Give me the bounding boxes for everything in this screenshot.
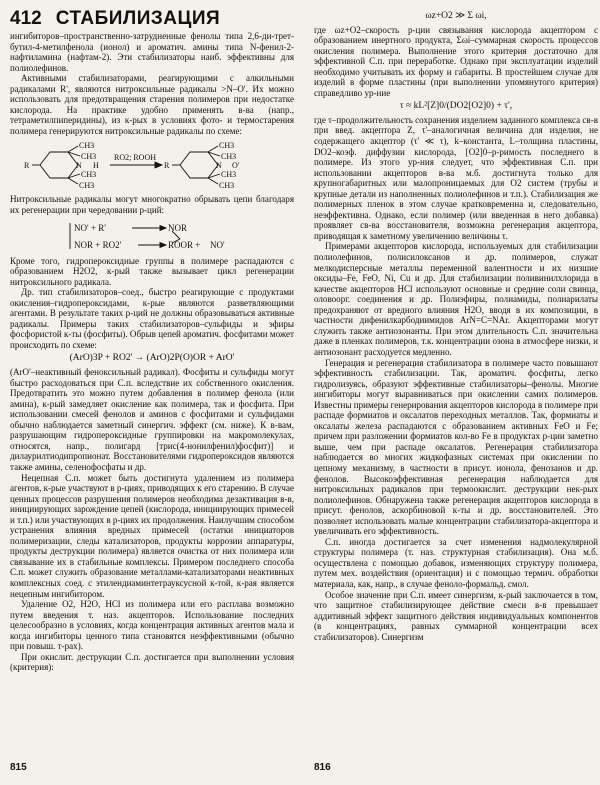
cycle-term: ROOR + xyxy=(168,239,201,250)
chemical-structure-diagram xyxy=(10,140,294,190)
atom-label: CH3 xyxy=(79,141,95,151)
atom-label: CH3 xyxy=(221,152,237,162)
atom-label: CH3 xyxy=(219,141,235,151)
criterion-formula: ωz+O2 ≫ Σ ωi, xyxy=(425,11,487,21)
atom-label: CH3 xyxy=(219,181,235,191)
right-column xyxy=(314,8,598,757)
lifetime-formula: τ ≈ kL²[Z]0/(DO2[O2]0) + τ', xyxy=(399,101,513,112)
atom-label: CH3 xyxy=(221,170,237,180)
paragraph: (ArO'–неактивный феноксильный радикал). Фосфиты и сульфиды могут быстро расходоваться при С.п. вследствие их собственного окисления. Предотвратить это можно путем добавления в полимер фенола (или амина), к-рый замедляет окисление как полимера, так и фосфита. При использовании смесей фенолов и аминов с фосфитами и сульфидами обычно наблюдается заметный синергич. эффект (см. ниже). К в-вам, разрушающим гидропероксидные группировки на макромолекулах, относятся, напр., полигард [трис(4-нонилфенил)фосфит)] и дилаурилтиодипропионат. Восстановителями гидропероксидов являются также амины, селенофосфаты и др. xyxy=(10,367,294,472)
cycle-term: NO' xyxy=(210,239,225,250)
atom-label: R xyxy=(24,161,30,171)
atom-label: O' xyxy=(232,161,240,171)
paragraph: Особое значение при С.п. имеет синергизм, к-рый заключается в том, что защитное стабилизирующее действие смеси в-в превышает аддитивный эффект защитного действия индивидуальных компонентов (в концентрациях, равных суммарной концентрации всех стабилизаторов). Синергизм xyxy=(314,589,598,642)
paragraph: Активными стабилизаторами, реагирующими с алкильными радикалами R', являются нитроксильные радикалы >N–O'. Их можно использовать для предотвращения старения полимеров при недостатке кислорода. На практике удобно применять в-ва (напр., тетраметилпиперидины), из к-рых в условиях фото- и термостарения полимера генерируются нитроксильные радикалы по схеме: xyxy=(10,73,294,136)
paragraph: При окислит. деструкции С.п. достигается при выполнении условия (критерия): xyxy=(10,651,294,673)
paragraph: С.п. иногда достигается за счет изменения надмолекулярной структуры полимера (т. наз. структурная стабилизация). Она м.б. осуществлена с помощью добавок, изменяющих структуру полимера, путем мех. воздействия (ориентация) и с помощью термич. обработки материала, как, напр., в случае феноло-формальд. смол. xyxy=(314,536,598,589)
paragraph: где ωz+O2–скорость р-ции связывания кислорода акцептором с образованием инертного продукта, Σωi–суммарная скорость процессов окисления полимера. Выполнение этого критерия достаточно для эффективной С.п. при переработке. Однако при эксплуатации изделий необходимо учитывать их форму и габариты. В простейшем случае для изделий в форме пластины (при выполнении упомянутого критерия) справедливо ур-ние xyxy=(314,24,598,98)
column-number-left: 815 xyxy=(10,762,27,773)
arrow-label: RO2; ROOH xyxy=(114,153,157,163)
page-number: 412 xyxy=(10,8,42,29)
regeneration-cycle xyxy=(10,219,294,253)
cycle-term: NO' + R' xyxy=(74,222,106,233)
page-header xyxy=(10,8,220,30)
paragraph: Нитроксильные радикалы могут многократно обрывать цепи благодаря их регенерации при чередовании р-ций: xyxy=(10,194,294,216)
paragraph: где τ–продолжительность сохранения изделием заданного комплекса св-в при введ. акцептора Z, τ'–аналогичная величина для изделия, не содержащего акцептор (τ' ≪ τ), k–константа, L–толщина пластины, DO2–коэф. диффузии кислорода, [O2]0–р-римость последнего в полимере. Из этого ур-ния следует, что эффективная С.п. при использовании акцепторов в-ва м.б. достигнута только для крупногабаритных или малопроницаемых для O2 систем (трубы и крупные детали из наполненных полиолефинов и т.п.). Стабилизация же полимерных пленок в этом случае кратковременна и, следовательно, неэффективна. Однако, если полимер (или введенная в него добавка) проявляет св-ва восстановителя, возможна регенерация акцептора, приводящая к заметному увеличению величины τ. xyxy=(314,114,598,241)
cycle-term: NOR + RO2' xyxy=(74,239,122,250)
atom-label: CH3 xyxy=(81,152,97,162)
reaction-cycle-diagram xyxy=(10,219,294,253)
atom-label: CH3 xyxy=(79,181,95,191)
tetramethylpiperidine-scheme xyxy=(10,140,294,190)
atom-label: N xyxy=(216,161,222,171)
atom-label: N xyxy=(76,161,82,171)
phosphite-equation: (ArO)3P + RO2' → (ArO)2P(O)OR + ArO' xyxy=(69,353,235,364)
paragraph: Кроме того, гидропероксидные группы в полимере распадаются с образованием H2O2, к-рый также вызывает цикл регенерации нитроксильного радикала. xyxy=(10,255,294,287)
paragraph: Генерация и регенерация стабилизатора в полимере часто повышают эффективность стабилизации. Так, ароматич. фосфиты, легко гидролизуясь, образуют эффективные стабилизаторы–фенолы. Многие ингибиторы могут выравниваться при окислении самих полимеров. Известны примеры генерирования акцепторов кислорода в полимере при распаде формиатов и оксалатов переходных металлов. Так, формиаты и оксалаты железа распадаются с образованием активных FeO и Fe; причем при разложении формиатов кол-во Fe в продуктах р-ции заметно выше, чем при распаде оксалатов. Регенерация стабилизатора наблюдается во многих жидкофазных системах при окислении по цепному механизму, в частности в присут. ионола, фенозанов и др. фенолов. Высокоэффективная регенерация наблюдается для нитроксильных радикалов при термоокислит. деструкции нек-рых полиолефинов. Обнаружена также регенерация акцепторов кислорода в присут. фенолов, аскорбиновой к-ты и др. восстановителей. Это позволяет использовать малые концентрации стабилизатора-акцептора и увеличивать его эффективность. xyxy=(314,357,598,537)
column-number-right: 816 xyxy=(314,762,331,773)
paragraph: Др. тип стабилизаторов–соед., быстро реагирующие с продуктами окисления–гидропероксидами, к-рые являются разветвляющими агентами. В результате таких р-ций не должны образовываться активные радикалы. Примеры таких стабилизаторов–сульфиды и эфиры фосфористой к-ты (фосфиты). Обрыв цепей ароматич. фосфитами может происходить по схеме: xyxy=(10,287,294,350)
atom-label: R xyxy=(164,161,170,171)
section-title: СТАБИЛИЗАЦИЯ xyxy=(55,8,221,29)
atom-label: CH3 xyxy=(81,170,97,180)
left-column xyxy=(10,31,294,757)
atom-label: H xyxy=(93,161,99,171)
paragraph: Примерами акцепторов кислорода, используемых для стабилизации полиолефинов, полисилоксанов и др. полимеров, служат мелкодисперсные металлы переменной валентности и их низшие оксиды–Fe, FeO, Ni, Cu и др. Для стабилизации поливинилхлорида в качестве акцепторов HCl используют основные и средние соли свинца, оловоорг. соединения и др. Полиэфиры, полиамиды, полиарилаты предохраняют от вредного влияния H2O, вводя в их композиции, в частности дифенилкарбодиимидов ArN=C=NAr. Акцепторами могут служить также антиозонанты. При этом длительность С.п. значительна даже в пленках полимеров, т.к. концентрации озона в атмосфере низки, и антиозонант расходуется медленно. xyxy=(314,241,598,357)
paragraph: Нецепная С.п. может быть достигнута удалением из полимера агентов, к-рые участвуют в р-циях, приводящих к его старению. В случае ценных процессов разрушения полимеров необходима дезактивация в-в, инициирующих зарождение цепей (кислорода, инициирующих примесей и т.п.) или участвующих в р-циях их продолжения. Наилучшим способом устранения влияния вредных примесей (остатки инициаторов полимеризации, следы катализаторов, продукты коррозии аппаратуры, продукты деструкции полимера) является очистка от них полимера или связывание их в стабильные комплексы. Примером последнего способа С.п. может служить образование металлами-катализаторами неактивных комплексных соед. с этилендиаминтетрауксусной к-той, к-рая является нецепным ингибитором. xyxy=(10,472,294,599)
paragraph: Удаление O2, H2O, HCl из полимера или его расплава возможно путем введения т. наз. акцепторов. Использование последних целесообразно в условиях, когда концентрация активных агентов мала и когда ингибиторы ценного типа становятся неэффективными (обычно при повыш. т-рах). xyxy=(10,599,294,652)
cycle-term: NOR xyxy=(168,222,188,233)
paragraph: ингибиторов–пространственно-затрудненные фенолы типа 2,6-ди-трет-бутил-4-метилфенола (ионол) и ароматич. амины типа N-фенил-2-нафтиламина (нафтам-2). Эти стабилизаторы наиб. эффективны для полиолефинов. xyxy=(10,31,294,73)
